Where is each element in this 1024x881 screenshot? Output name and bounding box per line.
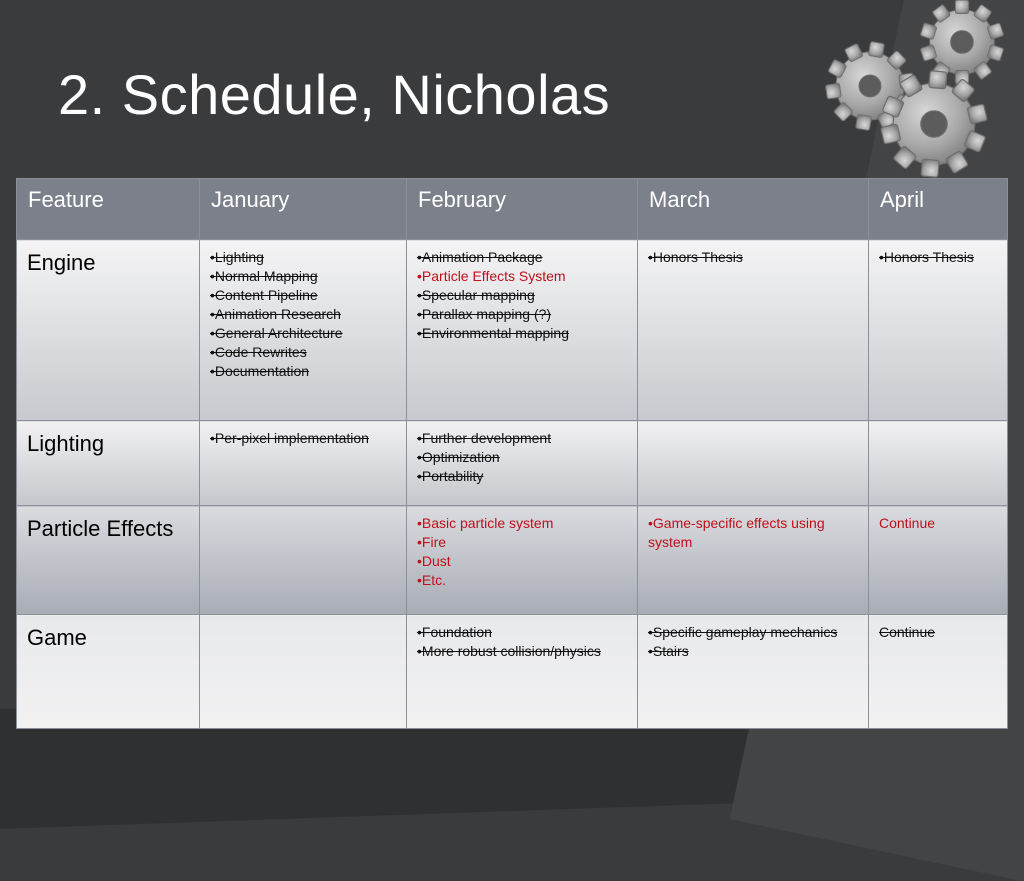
task-item: •Specular mapping: [417, 287, 535, 303]
march-cell: [638, 615, 869, 729]
task-item: •Animation Package: [417, 249, 543, 265]
task-item: •Animation Research: [210, 306, 341, 322]
task-item: •Content Pipeline: [210, 287, 318, 303]
february-cell: [407, 615, 638, 729]
april-cell: [869, 240, 1008, 421]
task-item: Continue: [879, 624, 936, 640]
table-row: [17, 506, 1008, 615]
task-item: •Honors Thesis: [648, 249, 743, 265]
task-item: •Code Rewrites: [210, 344, 307, 360]
task-list: [417, 429, 627, 486]
task-item: •General Architecture: [210, 325, 343, 341]
task-item: •Basic particle system: [417, 515, 554, 531]
task-item: •Etc.: [417, 572, 447, 588]
table-header-row: [17, 179, 1008, 240]
january-cell: [200, 240, 407, 421]
march-cell: [638, 421, 869, 506]
april-cell: [869, 421, 1008, 506]
march-cell: [638, 240, 869, 421]
task-list: [879, 248, 997, 267]
task-item: •Fire: [417, 534, 447, 550]
task-item: •Normal Mapping: [210, 268, 318, 284]
header-feature: Feature: [17, 179, 200, 240]
task-item: •Honors Thesis: [879, 249, 974, 265]
task-item: •Game-specific effects using system: [648, 515, 825, 550]
task-list: [417, 623, 627, 661]
feature-cell: Particle Effects: [17, 506, 200, 615]
feature-cell: Game: [17, 615, 200, 729]
february-cell: [407, 506, 638, 615]
task-item: •Portability: [417, 468, 484, 484]
april-cell: [869, 615, 1008, 729]
header-january: January: [200, 179, 407, 240]
header-february: February: [407, 179, 638, 240]
task-item: •Environmental mapping: [417, 325, 569, 341]
april-cell: [869, 506, 1008, 615]
task-item: •Optimization: [417, 449, 500, 465]
table-row: [17, 421, 1008, 506]
february-cell: [407, 421, 638, 506]
task-item: •Specific gameplay mechanics: [648, 624, 838, 640]
task-list: [417, 248, 627, 343]
task-list: [648, 514, 858, 552]
task-item: •Dust: [417, 553, 451, 569]
task-list: [648, 248, 858, 267]
table-row: [17, 240, 1008, 421]
gears-icon: [820, 0, 1024, 200]
task-item: •Foundation: [417, 624, 492, 640]
january-cell: [200, 506, 407, 615]
feature-cell: Engine: [17, 240, 200, 421]
slide-title: 2. Schedule, Nicholas: [58, 63, 611, 126]
feature-cell: Lighting: [17, 421, 200, 506]
header-april: April: [869, 179, 1008, 240]
table-row: [17, 615, 1008, 729]
january-cell: [200, 421, 407, 506]
task-item: •Lighting: [210, 249, 264, 265]
january-cell: [200, 615, 407, 729]
task-item: •Per-pixel implementation: [210, 430, 369, 446]
task-item: Continue: [879, 515, 936, 531]
task-item: •Further development: [417, 430, 552, 446]
task-item: •Documentation: [210, 363, 310, 379]
task-list: [210, 429, 396, 448]
task-list: [417, 514, 627, 590]
task-item: •Particle Effects System: [417, 268, 566, 284]
task-list: [210, 248, 396, 381]
task-item: •Stairs: [648, 643, 689, 659]
task-item: •More robust collision/physics: [417, 643, 601, 659]
header-march: March: [638, 179, 869, 240]
task-item: •Parallax mapping (?): [417, 306, 552, 322]
march-cell: [638, 506, 869, 615]
task-list: [648, 623, 858, 661]
schedule-table: [16, 178, 1008, 729]
february-cell: [407, 240, 638, 421]
